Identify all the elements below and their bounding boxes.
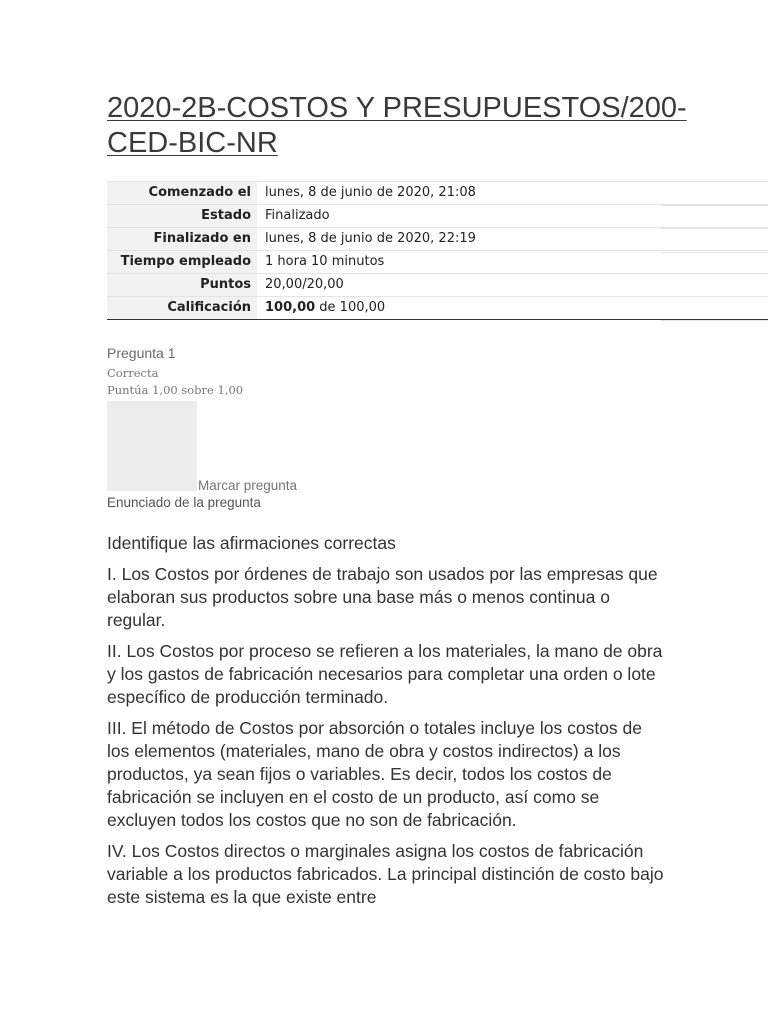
summary-value: 1 hora 10 minutos [257,251,768,274]
summary-value [257,297,768,320]
question-status: Correcta [107,366,159,380]
summary-label: Puntos [107,274,257,297]
summary-value: 20,00/20,00 [257,274,768,297]
question-info [107,365,243,399]
statement-2: II. Los Costos por proceso se refieren a los materiales, la mano de obra y los gastos de fabricación necesarios para completar una orden o lote específico de producción terminado. [107,641,663,707]
summary-row-marks [107,274,768,297]
attempt-summary-table [107,181,768,320]
grade-out-of: de 100,00 [315,300,386,315]
summary-label: Finalizado en [107,228,257,251]
statement-4: IV. Los Costos directos o marginales asigna los costos de fabricación variable a los productos fabricados. La principal distinción de costo bajo este sistema es la que existe entre [107,841,664,907]
summary-row-grade [107,297,768,320]
flag-icon[interactable] [107,401,197,491]
statement-1: I. Los Costos por órdenes de trabajo son usados por las empresas que elaboran sus productos sobre una base más o menos continua o regular. [107,564,658,630]
summary-label: Tiempo empleado [107,251,257,274]
summary-label: Comenzado el [107,182,257,205]
page-title[interactable]: 2020-2B-COSTOS Y PRESUPUESTOS/200-CED-BIC-NR [107,92,687,159]
summary-row-state [107,205,768,228]
statement-3: III. El método de Costos por absorción o totales incluye los costos de los elementos (materiales, mano de obra y costos indirectos) a los productos, ya sean fijos o variables. Es decir, todos los costos de fabricación se incluyen en el costo de un producto, así como se excluyen todos los costos que no son de fabricación. [107,718,643,830]
summary-value: lunes, 8 de junio de 2020, 21:08 [257,182,768,205]
summary-row-started [107,182,768,205]
question-statement-label: Enunciado de la pregunta [107,495,261,510]
summary-label: Estado [107,205,257,228]
grade-value: 100,00 [265,300,316,315]
question-number: Pregunta 1 [107,345,176,361]
summary-value: lunes, 8 de junio de 2020, 22:19 [257,228,768,251]
question-score: Puntúa 1,00 sobre 1,00 [107,383,244,397]
summary-label: Calificación [107,297,257,320]
question-prompt: Identifique las afirmaciones correctas [107,533,396,553]
summary-row-finished [107,228,768,251]
summary-row-time-taken [107,251,768,274]
flag-question-link[interactable]: Marcar pregunta [198,478,298,493]
divider [661,320,768,321]
question-text [107,532,667,917]
summary-value: Finalizado [257,205,768,228]
